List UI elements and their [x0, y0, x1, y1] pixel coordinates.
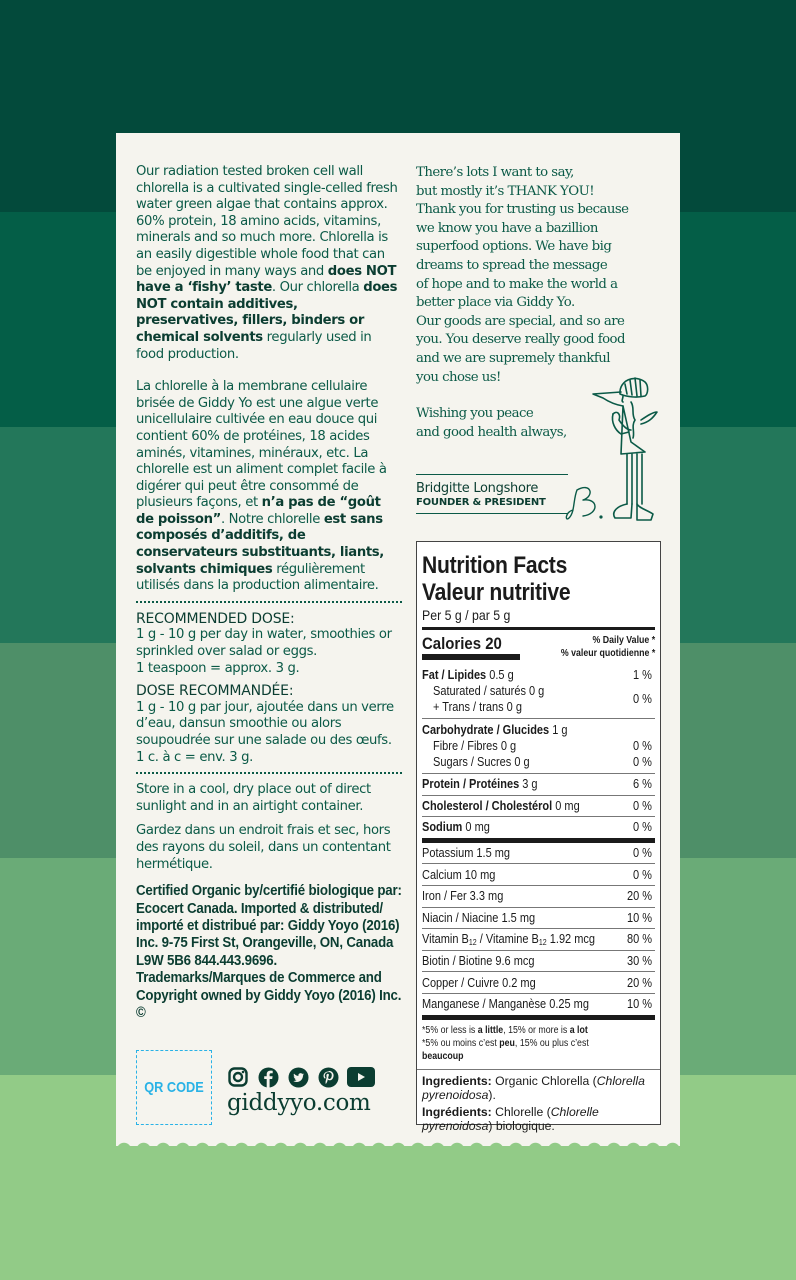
- letter-line: you. You deserve really good food: [416, 332, 625, 348]
- nutrition-facts-panel: [416, 541, 661, 1133]
- letter-line: you chose us!: [416, 369, 501, 385]
- social-icons: [227, 1066, 375, 1088]
- pinterest-icon[interactable]: [317, 1066, 339, 1088]
- intro-french: La chlorelle à la membrane cellulaire brisée de Giddy Yo est une algue verte unicellulaire cultivée en eau douce qui contient 60% de protéines, 18 acides aminés, vitamines, minéraux, etc. La chlorelle est un aliment complet facile à digérer qui peut être consommé de plusieurs façons, et n’a pas de “goût de poisson”. Notre chlorelle est sans composés d’additifs, de conservateurs substituants, liants, solvants chimiques régulièrement utilisés dans la production alimentaire.: [136, 379, 387, 594]
- mineral-row-niacin: Niacin / Niacine 1.5 mg 10 %: [422, 910, 652, 925]
- ingredients-fr: Ingrédients: Chlorelle (Chlorelle pyrenoidosa) biologique.: [422, 1104, 599, 1133]
- youtube-icon[interactable]: [347, 1066, 375, 1088]
- nutrient-row-sugars: Sugars / Sucres 0 g 0 %: [433, 755, 653, 769]
- nutrient-row-saturated-trans: Saturated / saturés 0 g + Trans / trans 0 g 0 %: [433, 684, 653, 714]
- letter-line: Our goods are special, and so are: [416, 313, 625, 329]
- mineral-row-biotin: Biotin / Biotine 9.6 mcg 30 %: [422, 954, 652, 969]
- letter-line: There’s lots I want to say,: [416, 165, 574, 180]
- dose-text-fr: 1 g - 10 g par jour, ajoutée dans un verre d’eau, dansun smoothie ou alors soupoudrée sur une salade ou des œufs. 1 c. à c = env. 3 g.: [136, 699, 394, 765]
- serving-size: Per 5 g / par 5 g: [422, 607, 511, 623]
- nutrient-row-carbohydrate: Carbohydrate / Glucides 1 g: [422, 723, 568, 737]
- daily-value-header: % Daily Value * % valeur quotidienne *: [560, 635, 655, 659]
- facebook-icon[interactable]: [257, 1066, 279, 1088]
- founder-illustration-icon: [565, 372, 665, 527]
- letter-line: but mostly it’s THANK YOU!: [416, 183, 595, 199]
- letter-line: superfood options. We have big: [416, 239, 612, 255]
- letter-line: of hope and to make the world a: [416, 276, 618, 292]
- mineral-row-manganese: Manganese / Manganèse 0.25 mg 10 %: [422, 997, 652, 1012]
- nutrient-row-sodium: Sodium 0 mg 0 %: [422, 820, 653, 835]
- fat-group: [422, 664, 655, 718]
- calories-row: [422, 630, 655, 664]
- twitter-icon[interactable]: [287, 1066, 309, 1088]
- left-column: [136, 164, 402, 1022]
- nutrient-row-fat: Fat / Lipides 0.5 g 1 %: [422, 668, 653, 682]
- website-link[interactable]: giddyyo.com: [227, 1090, 371, 1116]
- storage-en: Store in a cool, dry place out of direct sunlight and in an airtight container.: [136, 782, 371, 814]
- mineral-row-potassium: Potassium 1.5 mg 0 %: [422, 846, 653, 861]
- dose-heading-fr: DOSE RECOMMANDÉE:: [136, 683, 294, 700]
- instagram-icon[interactable]: [227, 1066, 249, 1088]
- nutrition-title: Nutrition Facts Valeur nutritive: [422, 552, 571, 606]
- letter-line: we know you have a bazillion: [416, 220, 598, 236]
- ingredients-en: Ingredients: Organic Chlorella (Chlorella pyrenoidosa).: [422, 1073, 645, 1102]
- qr-code-placeholder[interactable]: QR CODE: [136, 1050, 212, 1125]
- carb-group: [422, 719, 655, 773]
- letter-closing: Wishing you peace and good health always,: [416, 406, 567, 440]
- daily-value-footnote: *5% or less is a little, 15% or more is a lot *5% ou moins c’est peu, 15% ou plus c’est beaucoup: [422, 1024, 589, 1062]
- intro-english: Our radiation tested broken cell wall chlorella is a cultivated single-celled fresh water green algae that contains approx. 60% protein, 18 amino acids, vitamins, minerals and so much more. Chlorella is an easily digestible whole food that can be enjoyed in many ways and does NOT have a ‘fishy’ taste. Our chlorella does NOT contain additives, preservatives, fillers, binders or chemical solvents regularly used in food production.: [136, 164, 398, 362]
- mineral-row-calcium: Calcium 10 mg 0 %: [422, 867, 653, 882]
- letter-line: and we are supremely thankful: [416, 350, 610, 366]
- letter-line: better place via Giddy Yo.: [416, 295, 575, 311]
- storage-fr: Gardez dans un endroit frais et sec, hors des rayons du soleil, dans un contentant hermétique.: [136, 823, 391, 872]
- dose-text-en: 1 g - 10 g per day in water, smoothies or sprinkled over salad or eggs.: [136, 627, 392, 660]
- signature-name: Bridgitte Longshore: [416, 481, 539, 496]
- mineral-row-iron: Iron / Fer 3.3 mg 20 %: [422, 889, 652, 904]
- scalloped-edge: [116, 1140, 680, 1150]
- nutrient-row-protein: Protein / Protéines 3 g 6 %: [422, 777, 653, 792]
- calories-bar: [422, 654, 520, 660]
- dotted-divider: [136, 772, 402, 774]
- dotted-divider: [136, 601, 402, 603]
- nutrient-row-cholesterol: Cholesterol / Cholestérol 0 mg 0 %: [422, 798, 653, 813]
- nutrient-row-fibre: Fibre / Fibres 0 g 0 %: [433, 739, 653, 753]
- letter-line: dreams to spread the message: [416, 257, 608, 273]
- letter-line: Thank you for trusting us because: [416, 202, 629, 218]
- mineral-row-vitamin-b12: Vitamin $B_{12}$ / Vitamine $B_{12}$ 1.92 mcg 80 %: [422, 931, 652, 947]
- dose-note-en: 1 teaspoon = approx. 3 g.: [136, 660, 300, 676]
- mineral-row-copper: Copper / Cuivre 0.2 mg 20 %: [422, 975, 652, 990]
- calories-label: Calories 20: [422, 634, 502, 653]
- legal-text: Certified Organic by/certifié biologique par: Ecocert Canada. Imported & distributed/ importé et distribué par: Giddy Yoyo (2016) Inc. 9-75 First St, Orangeville, ON, Canada L9W 5B6 844.443.9696. Trademarks/Marques de Commerce and Copyright owned by Giddy Yoyo (2016) Inc. ©: [136, 883, 402, 1021]
- dose-heading-en: RECOMMENDED DOSE:: [136, 610, 295, 627]
- signature-block: [416, 474, 568, 514]
- ingredients: [422, 1070, 655, 1140]
- signature-title: FOUNDER & PRESIDENT: [416, 497, 546, 508]
